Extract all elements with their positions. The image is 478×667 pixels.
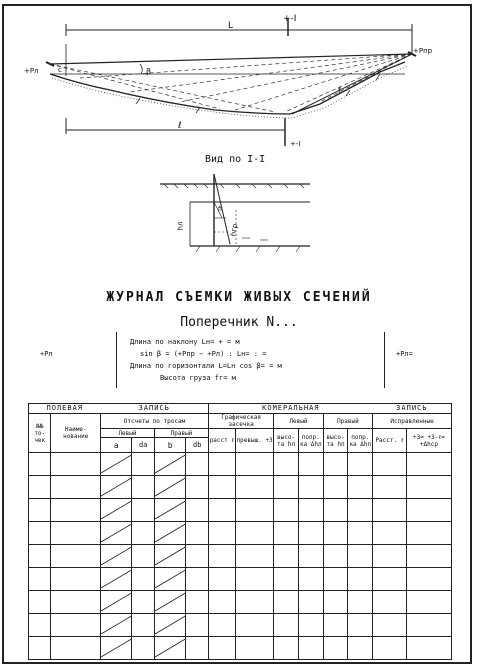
table-cell[interactable] — [132, 499, 154, 522]
table-cell[interactable] — [373, 545, 407, 568]
table-cell[interactable] — [323, 614, 348, 637]
point-left-label: +Рл — [24, 67, 39, 75]
view-caption: Вид по I-I — [205, 154, 266, 165]
table-cell[interactable] — [298, 453, 323, 476]
header-office-record: КОМЕРАЛЬНАЯ — [208, 404, 372, 414]
table-cell[interactable] — [154, 614, 185, 637]
table-cell[interactable] — [100, 545, 131, 568]
table-cell[interactable] — [348, 453, 373, 476]
table-cell[interactable] — [235, 476, 273, 499]
table-cell[interactable] — [406, 476, 451, 499]
table-cell[interactable] — [186, 476, 209, 499]
table-cell[interactable] — [29, 591, 51, 614]
journal-subtitle: Поперечник N... — [180, 315, 298, 330]
table-cell[interactable] — [406, 499, 451, 522]
length-top-label: L — [228, 21, 234, 31]
table-cell[interactable] — [29, 568, 51, 591]
diagonal-mark — [101, 591, 131, 613]
diagonal-mark — [101, 453, 131, 475]
table-cell[interactable] — [406, 568, 451, 591]
table-cell[interactable] — [154, 545, 185, 568]
table-cell[interactable] — [51, 545, 101, 568]
table-cell[interactable] — [298, 476, 323, 499]
table-cell[interactable] — [323, 476, 348, 499]
table-cell[interactable] — [132, 545, 154, 568]
formula-line-2: sin β = (+Pпр − +Pл) : Lн= : = — [140, 350, 267, 358]
table-cell[interactable] — [406, 453, 451, 476]
table-cell[interactable] — [132, 522, 154, 545]
formula-line-1: Длина по наклону Lн= + = м — [130, 338, 240, 346]
table-cell[interactable] — [100, 637, 131, 660]
header-field-record: ПОЛЕВАЯ — [29, 404, 101, 414]
label-hl: hл — [176, 221, 185, 231]
diagonal-mark — [155, 545, 185, 567]
left-point-label: +Рл — [40, 350, 53, 358]
table-cell[interactable] — [132, 614, 154, 637]
table-header-row-1 — [29, 404, 452, 414]
table-cell[interactable] — [298, 545, 323, 568]
table-cell[interactable] — [154, 568, 185, 591]
header-height-left: высо- та hл — [274, 429, 299, 453]
table-cell[interactable] — [235, 545, 273, 568]
table-cell[interactable] — [348, 637, 373, 660]
diagonal-mark — [101, 637, 131, 659]
header-name: Наиме- нование — [51, 414, 101, 453]
table-cell[interactable] — [373, 591, 407, 614]
table-cell[interactable] — [154, 591, 185, 614]
table-cell[interactable] — [274, 637, 299, 660]
table-cell[interactable] — [100, 614, 131, 637]
diagonal-mark — [101, 568, 131, 590]
table-cell[interactable] — [406, 614, 451, 637]
table-cell[interactable] — [373, 499, 407, 522]
table-row — [29, 637, 452, 660]
table-cell[interactable] — [132, 453, 154, 476]
table-cell[interactable] — [208, 522, 235, 545]
table-cell[interactable] — [29, 522, 51, 545]
table-cell[interactable] — [373, 568, 407, 591]
table-cell[interactable] — [154, 453, 185, 476]
table-cell[interactable] — [51, 476, 101, 499]
header-office-record-2: ЗАПИСЬ — [373, 404, 452, 414]
header-point-number: №№ то- чек — [29, 414, 51, 453]
table-cell[interactable] — [323, 522, 348, 545]
table-cell[interactable] — [154, 637, 185, 660]
diagonal-mark — [155, 476, 185, 498]
right-point-label: +Рл= — [396, 350, 413, 358]
header-a: a — [100, 438, 131, 453]
table-cell[interactable] — [323, 453, 348, 476]
table-cell[interactable] — [373, 476, 407, 499]
table-cell[interactable] — [29, 499, 51, 522]
journal-title: ЖУРНАЛ СЪЕМКИ ЖИВЫХ СЕЧЕНИЙ — [106, 290, 372, 305]
table-row — [29, 591, 452, 614]
formula-bracket-left — [116, 332, 117, 388]
header-field-record-2: ЗАПИСЬ — [100, 404, 208, 414]
table-cell[interactable] — [100, 453, 131, 476]
table-header-row-2 — [29, 414, 452, 429]
table-row — [29, 545, 452, 568]
diagonal-mark — [155, 591, 185, 613]
formula-line-3: Длина по горизонтали L=Lн cos β= = м — [130, 362, 282, 370]
table-cell[interactable] — [154, 522, 185, 545]
label-f: f — [338, 86, 341, 95]
table-cell[interactable] — [186, 499, 209, 522]
table-cell[interactable] — [208, 476, 235, 499]
table-cell[interactable] — [132, 568, 154, 591]
header-correction-left: попр. ка Δhл — [298, 429, 323, 453]
header-height-right: высо- та hп — [323, 429, 348, 453]
table-cell[interactable] — [274, 614, 299, 637]
table-cell[interactable] — [186, 545, 209, 568]
table-cell[interactable] — [274, 591, 299, 614]
table-cell[interactable] — [208, 568, 235, 591]
header-left: Левый — [100, 429, 154, 438]
header-db: db — [186, 438, 209, 453]
diagonal-mark — [101, 614, 131, 636]
label-fi: fi — [218, 206, 222, 213]
section-mark-bottom: +-I — [290, 140, 301, 148]
cross-section-figure — [20, 14, 460, 160]
table-cell[interactable] — [208, 499, 235, 522]
table-cell[interactable] — [235, 522, 273, 545]
table-cell[interactable] — [298, 614, 323, 637]
header-da: da — [132, 438, 154, 453]
table-cell[interactable] — [132, 637, 154, 660]
diagonal-mark — [101, 476, 131, 498]
table-cell[interactable] — [274, 453, 299, 476]
table-cell[interactable] — [186, 591, 209, 614]
formula-line-4: Высота груза fг= м — [160, 374, 236, 382]
header-readings: Отсчеты по тросам — [100, 414, 208, 429]
diagonal-mark — [155, 637, 185, 659]
table-cell[interactable] — [154, 476, 185, 499]
header-corrected-distance: Расст. ℓ — [373, 429, 407, 453]
table-cell[interactable] — [274, 499, 299, 522]
diagonal-mark — [155, 499, 185, 521]
table-row — [29, 499, 452, 522]
table-row — [29, 453, 452, 476]
header-b: b — [154, 438, 185, 453]
table-cell[interactable] — [235, 568, 273, 591]
table-cell[interactable] — [348, 614, 373, 637]
journal-table — [28, 403, 452, 660]
label-c: c — [58, 66, 62, 74]
table-cell[interactable] — [373, 522, 407, 545]
header-correction-right: попр. ка Δhп — [348, 429, 373, 453]
header-left-2: Левый — [274, 414, 323, 429]
table-cell[interactable] — [298, 591, 323, 614]
table-cell[interactable] — [323, 591, 348, 614]
table-cell[interactable] — [208, 453, 235, 476]
table-cell[interactable] — [348, 499, 373, 522]
table-cell[interactable] — [348, 545, 373, 568]
table-cell[interactable] — [51, 453, 101, 476]
riverbed-profile — [50, 62, 405, 114]
table-cell[interactable] — [29, 476, 51, 499]
table-cell[interactable] — [274, 522, 299, 545]
table-cell[interactable] — [100, 522, 131, 545]
table-cell[interactable] — [208, 591, 235, 614]
table-cell[interactable] — [29, 614, 51, 637]
table-cell[interactable] — [348, 522, 373, 545]
table-body — [29, 453, 452, 660]
table-cell[interactable] — [274, 476, 299, 499]
table-cell[interactable] — [51, 522, 101, 545]
point-right-label: +Рпр — [413, 47, 433, 55]
table-cell[interactable] — [51, 499, 101, 522]
diagonal-mark — [155, 568, 185, 590]
table-cell[interactable] — [100, 591, 131, 614]
table-cell[interactable] — [235, 637, 273, 660]
table-cell[interactable] — [348, 568, 373, 591]
diagonal-mark — [155, 522, 185, 544]
table-cell[interactable] — [406, 591, 451, 614]
table-cell[interactable] — [323, 499, 348, 522]
table-cell[interactable] — [406, 522, 451, 545]
side-view-figure — [160, 170, 320, 270]
table-cell[interactable] — [186, 568, 209, 591]
diagonal-mark — [101, 522, 131, 544]
table-cell[interactable] — [100, 499, 131, 522]
table-cell[interactable] — [208, 545, 235, 568]
table-cell[interactable] — [29, 545, 51, 568]
table-cell[interactable] — [348, 591, 373, 614]
table-cell[interactable] — [51, 568, 101, 591]
table-cell[interactable] — [274, 568, 299, 591]
table-row — [29, 522, 452, 545]
table-row — [29, 614, 452, 637]
table-cell[interactable] — [323, 545, 348, 568]
table-cell[interactable] — [235, 499, 273, 522]
table-row — [29, 476, 452, 499]
diagonal-mark — [101, 545, 131, 567]
diagonal-mark — [101, 499, 131, 521]
table-cell[interactable] — [323, 637, 348, 660]
table-cell[interactable] — [186, 522, 209, 545]
table-cell[interactable] — [298, 522, 323, 545]
table-cell[interactable] — [235, 614, 273, 637]
table-cell[interactable] — [274, 545, 299, 568]
table-cell[interactable] — [373, 614, 407, 637]
table-cell[interactable] — [208, 637, 235, 660]
section-mark-top: +-I — [283, 14, 297, 24]
table-cell[interactable] — [132, 591, 154, 614]
table-cell[interactable] — [298, 637, 323, 660]
header-right: Правый — [154, 429, 208, 438]
table-cell[interactable] — [100, 476, 131, 499]
table-cell[interactable] — [154, 499, 185, 522]
table-cell[interactable] — [208, 614, 235, 637]
header-excess: превыш. +3 — [235, 429, 273, 453]
header-corrected-z: +3= +3-ℓ= +Δhср — [406, 429, 451, 453]
table-cell[interactable] — [132, 476, 154, 499]
header-corrected: Исправленные — [373, 414, 452, 429]
table-cell[interactable] — [186, 614, 209, 637]
table-cell[interactable] — [29, 453, 51, 476]
table-cell[interactable] — [298, 499, 323, 522]
table-cell[interactable] — [406, 637, 451, 660]
table-cell[interactable] — [186, 453, 209, 476]
diagonal-mark — [155, 453, 185, 475]
table-cell[interactable] — [373, 453, 407, 476]
header-right-2: Правый — [323, 414, 372, 429]
header-distance: расст ℓ — [208, 429, 235, 453]
inclined-line — [50, 54, 412, 64]
table-cell[interactable] — [298, 568, 323, 591]
length-bottom-label: ℓ — [178, 121, 182, 131]
formula-bracket-right — [384, 332, 385, 388]
table-cell[interactable] — [29, 637, 51, 660]
table-cell[interactable] — [51, 637, 101, 660]
table-cell[interactable] — [235, 591, 273, 614]
table-cell[interactable] — [100, 568, 131, 591]
table-cell[interactable] — [348, 476, 373, 499]
label-hgr: hгр — [229, 223, 240, 237]
label-beta: β — [146, 67, 152, 76]
table-cell[interactable] — [51, 591, 101, 614]
table-cell[interactable] — [186, 637, 209, 660]
table-cell[interactable] — [235, 453, 273, 476]
table-row — [29, 568, 452, 591]
table-cell[interactable] — [51, 614, 101, 637]
header-graphic-notch: Графическая засечка — [208, 414, 273, 429]
diagonal-mark — [155, 614, 185, 636]
table-cell[interactable] — [323, 568, 348, 591]
table-cell[interactable] — [373, 637, 407, 660]
table-cell[interactable] — [406, 545, 451, 568]
